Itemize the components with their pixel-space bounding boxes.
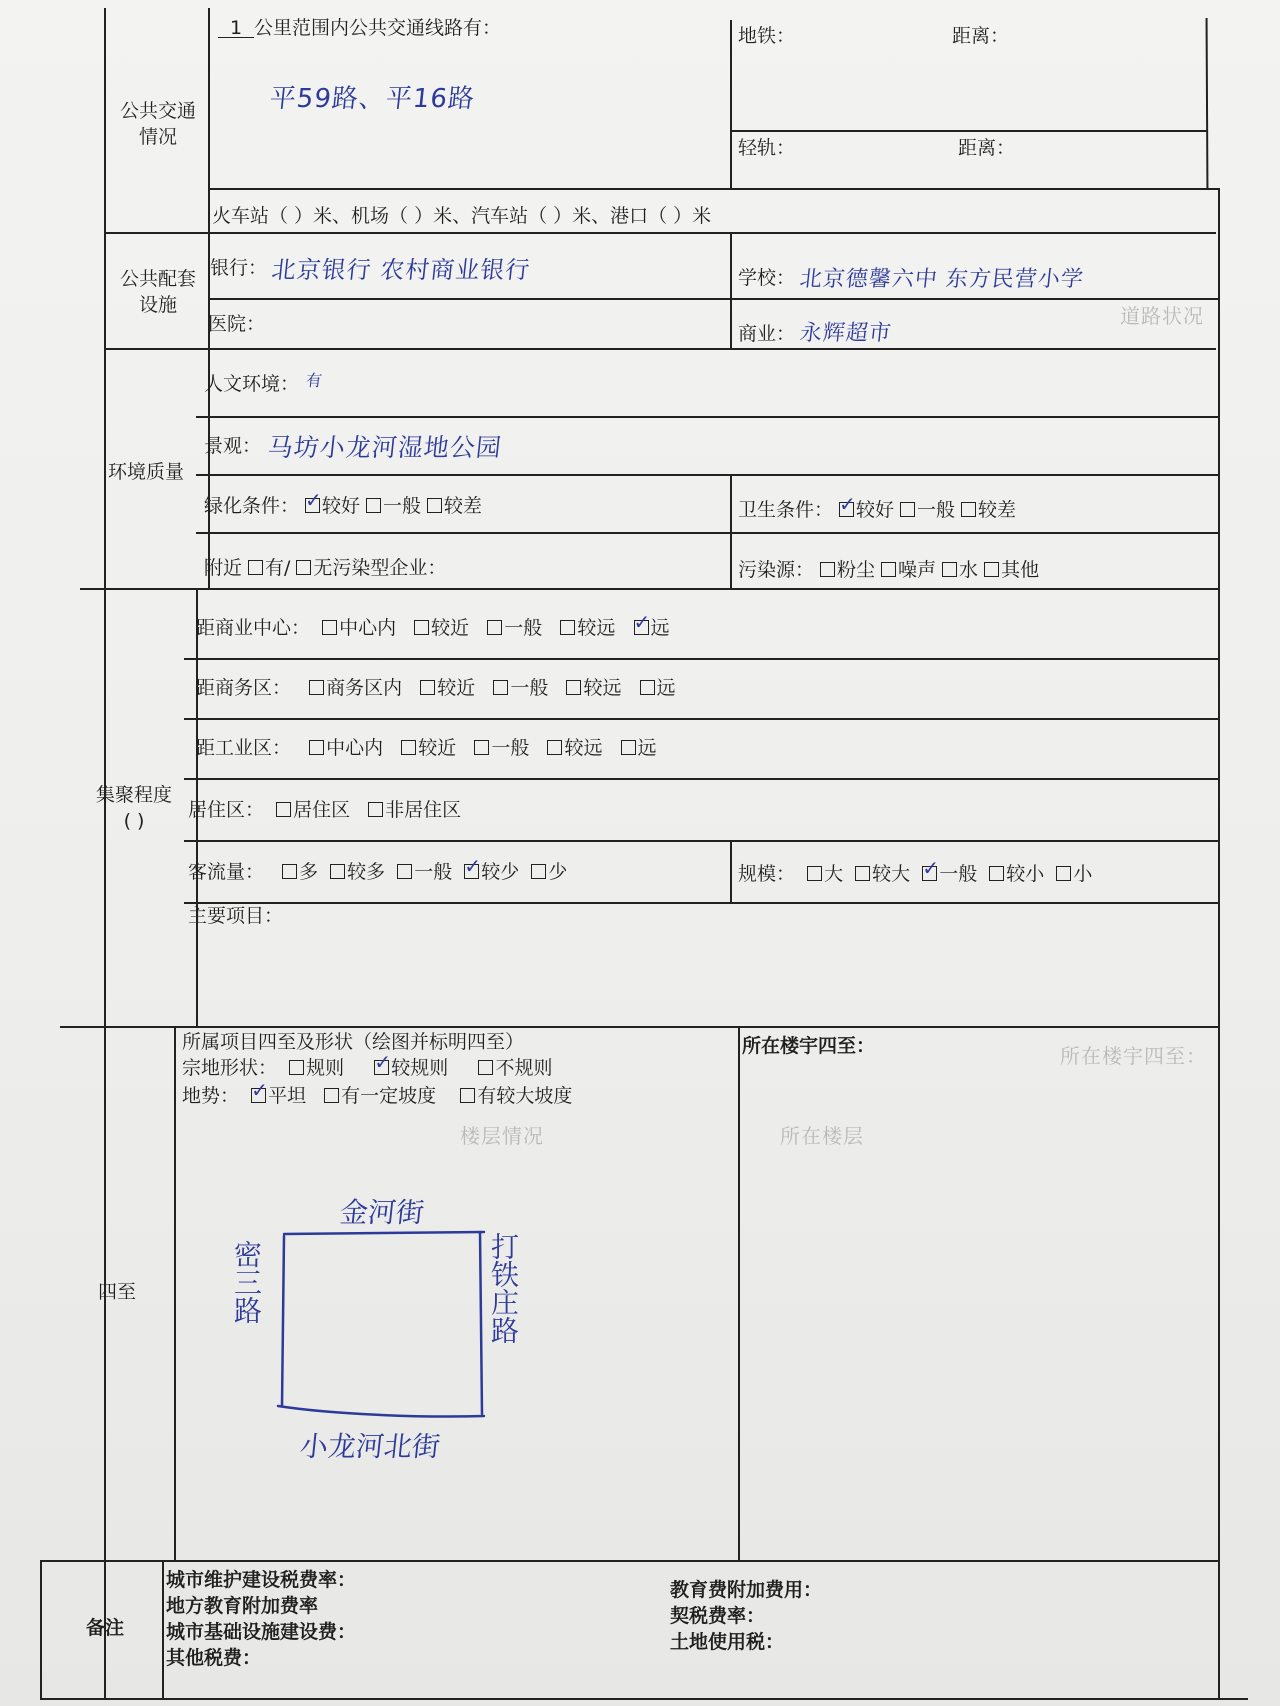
traffic-checkbox-average[interactable] [397, 864, 412, 879]
bank-handwritten: 北京银行 农村商业银行 [270, 256, 532, 284]
grid-line [1206, 18, 1209, 188]
terrain-checkbox-large-slope[interactable] [460, 1088, 475, 1103]
scale-checkbox-fairly-large[interactable] [855, 866, 870, 881]
pollution-checkbox-other[interactable] [984, 562, 999, 577]
parcel-sketch [180, 1180, 740, 1580]
greening-checkbox-good[interactable] [305, 498, 320, 513]
pollution-source-row: 污染源： 粉尘 噪声 水 其他 [738, 559, 1040, 581]
nearby-checkbox-yes[interactable] [248, 560, 263, 575]
stations-distances: 火车站（ ）米、机场（ ）米、汽车站（ ）米、港口（ ）米 [212, 205, 712, 227]
east-road-label: 打铁庄路 [487, 1232, 520, 1344]
west-road-label: 密三路 [230, 1240, 263, 1324]
grid-line [196, 474, 1218, 476]
commercial-distance-row: 距商业中心： 中心内 较近 一般 较远 ✓ 远 [196, 616, 670, 640]
grid-line [184, 718, 1218, 720]
grid-line [208, 298, 1218, 300]
business-checkbox-inside[interactable] [309, 680, 324, 695]
grid-line [730, 20, 732, 188]
grid-line [40, 1698, 1248, 1700]
remark-deed-tax: 契税费率： [670, 1605, 766, 1627]
grid-line [730, 232, 732, 348]
grid-line [104, 8, 106, 1698]
landscape-label: 景观： [204, 435, 262, 457]
grid-line [730, 130, 1208, 132]
sanitation-row: 卫生条件：✓ 较好 一般 较差 [738, 498, 1016, 522]
commerce-handwritten: 永辉超市 [798, 321, 894, 346]
industrial-checkbox-near[interactable] [401, 740, 416, 755]
industrial-checkbox-very-far[interactable] [621, 740, 636, 755]
industrial-distance-row: 距工业区： 中心内 较近 一般 较远 远 [196, 737, 657, 759]
scale-checkbox-large[interactable] [807, 866, 822, 881]
grid-line [174, 1028, 176, 1560]
terrain-checkbox-some-slope[interactable] [324, 1088, 339, 1103]
bleed-text: 道路状况 [1120, 304, 1204, 328]
grid-line [196, 416, 1218, 418]
parcel-shape-row: 宗地形状： 规则 ✓ 较规则 不规则 [182, 1056, 552, 1080]
bank-label: 银行： [210, 257, 268, 279]
commerce-label: 商业： [738, 323, 796, 345]
shape-checkbox-regular[interactable] [289, 1060, 304, 1075]
sanitation-checkbox-good[interactable] [839, 502, 854, 517]
section-label-environment: 环境质量 [107, 461, 184, 483]
bleed-text: 所在楼层 [780, 1124, 864, 1148]
grid-line [730, 474, 732, 588]
commercial-checkbox-very-far[interactable] [634, 620, 649, 635]
business-checkbox-very-far[interactable] [640, 680, 655, 695]
residential-checkbox-no[interactable] [368, 802, 383, 817]
section-label-transport: 公共交通 情况 [119, 100, 196, 148]
section-label-boundaries: 四至 [97, 1281, 136, 1303]
pollution-checkbox-water[interactable] [942, 562, 957, 577]
industrial-checkbox-average[interactable] [474, 740, 489, 755]
light-rail-label: 轻轨： [738, 137, 796, 159]
landscape-handwritten: 马坊小龙河湿地公园 [266, 433, 504, 462]
grid-line [40, 1560, 42, 1698]
shape-checkbox-fairly-regular[interactable] [374, 1060, 389, 1075]
traffic-row: 客流量： 多 较多 一般 ✓ 较少 少 [188, 860, 567, 884]
remark-other-tax: 其他税费： [166, 1647, 262, 1669]
sanitation-checkbox-average[interactable] [900, 502, 915, 517]
traffic-checkbox-fairly-few[interactable] [464, 864, 479, 879]
traffic-checkbox-fairly-many[interactable] [330, 864, 345, 879]
scale-checkbox-small[interactable] [1056, 866, 1071, 881]
residential-checkbox-yes[interactable] [276, 802, 291, 817]
north-road-label: 金河街 [338, 1196, 426, 1229]
commercial-checkbox-far[interactable] [560, 620, 575, 635]
greening-checkbox-average[interactable] [366, 498, 381, 513]
remark-urban-tax: 城市维护建设税费率： [166, 1569, 357, 1591]
scale-row: 规模： 大 较大 ✓ 一般 较小 小 [738, 862, 1092, 886]
subway-distance-label: 距离： [952, 25, 1010, 47]
grid-line [208, 188, 1218, 190]
remark-infra-fee: 城市基础设施建设费： [166, 1621, 357, 1643]
remark-land-use-tax: 土地使用税： [670, 1631, 785, 1653]
hospital-label: 医院： [208, 313, 266, 335]
school-label: 学校： [738, 267, 796, 289]
industrial-checkbox-far[interactable] [547, 740, 562, 755]
traffic-checkbox-few[interactable] [531, 864, 546, 879]
subway-label: 地铁： [738, 25, 796, 47]
light-rail-distance-label: 距离： [958, 137, 1016, 159]
grid-line [1218, 188, 1220, 1698]
south-road-label: 小龙河北街 [298, 1430, 442, 1463]
grid-line [104, 348, 1216, 350]
business-checkbox-far[interactable] [566, 680, 581, 695]
residential-row: 居住区： 居住区 非居住区 [188, 799, 462, 821]
main-projects-label: 主要项目： [188, 905, 284, 927]
bleed-text: 楼层情况 [460, 1124, 544, 1148]
pollution-checkbox-noise[interactable] [881, 562, 896, 577]
commercial-checkbox-near[interactable] [414, 620, 429, 635]
grid-line [196, 532, 1218, 534]
traffic-checkbox-many[interactable] [282, 864, 297, 879]
scale-checkbox-average[interactable] [922, 866, 937, 881]
business-distance-row: 距商务区： 商务区内 较近 一般 较远 远 [196, 677, 676, 699]
grid-line [80, 588, 1218, 590]
bus-lines-label: 1 公里范围内公共交通线路有： [218, 16, 501, 40]
remark-edu-surcharge: 教育费附加费用： [670, 1579, 823, 1601]
industrial-checkbox-inside[interactable] [309, 740, 324, 755]
section-label-facilities: 公共配套 设施 [119, 268, 196, 316]
grid-line [184, 658, 1218, 660]
building-boundaries-label: 所在楼宇四至： [742, 1035, 876, 1057]
business-checkbox-average[interactable] [493, 680, 508, 695]
commercial-checkbox-inside[interactable] [322, 620, 337, 635]
terrain-checkbox-flat[interactable] [251, 1088, 266, 1103]
bus-distance-value: 1 [218, 19, 254, 38]
grid-line [104, 232, 1216, 234]
sanitation-checkbox-poor[interactable] [961, 502, 976, 517]
nearby-pollution-row: 附近 有/ 无污染型企业： [204, 557, 447, 579]
grid-line [184, 840, 1218, 842]
business-checkbox-near[interactable] [420, 680, 435, 695]
scale-checkbox-fairly-small[interactable] [989, 866, 1004, 881]
grid-line [184, 902, 1218, 904]
boundaries-title: 所属项目四至及形状（绘图并标明四至） [182, 1031, 525, 1053]
grid-line [162, 1560, 164, 1698]
culture-label: 人文环境： [204, 373, 300, 395]
remark-local-edu: 地方教育附加费率 [166, 1595, 319, 1617]
bleed-text: 所在楼宇四至： [1060, 1044, 1207, 1068]
terrain-row: 地势： ✓ 平坦 有一定坡度 有较大坡度 [182, 1084, 572, 1108]
grid-line [184, 778, 1218, 780]
school-handwritten: 北京德馨六中 东方民营小学 [798, 267, 1086, 292]
greening-checkbox-poor[interactable] [427, 498, 442, 513]
culture-handwritten: 有 [304, 371, 324, 390]
shape-checkbox-irregular[interactable] [478, 1060, 493, 1075]
section-label-remarks: 备注 [85, 1617, 124, 1639]
grid-line [60, 1026, 1218, 1028]
pollution-checkbox-dust[interactable] [820, 562, 835, 577]
nearby-checkbox-none[interactable] [296, 560, 311, 575]
greening-row: 绿化条件：✓ 较好 一般 较差 [204, 494, 482, 518]
bus-lines-handwritten: 平59路、平16路 [268, 84, 477, 114]
grid-line [730, 840, 732, 902]
section-label-agglomeration: 集聚程度 ( ) [95, 784, 172, 832]
commercial-checkbox-average[interactable] [487, 620, 502, 635]
